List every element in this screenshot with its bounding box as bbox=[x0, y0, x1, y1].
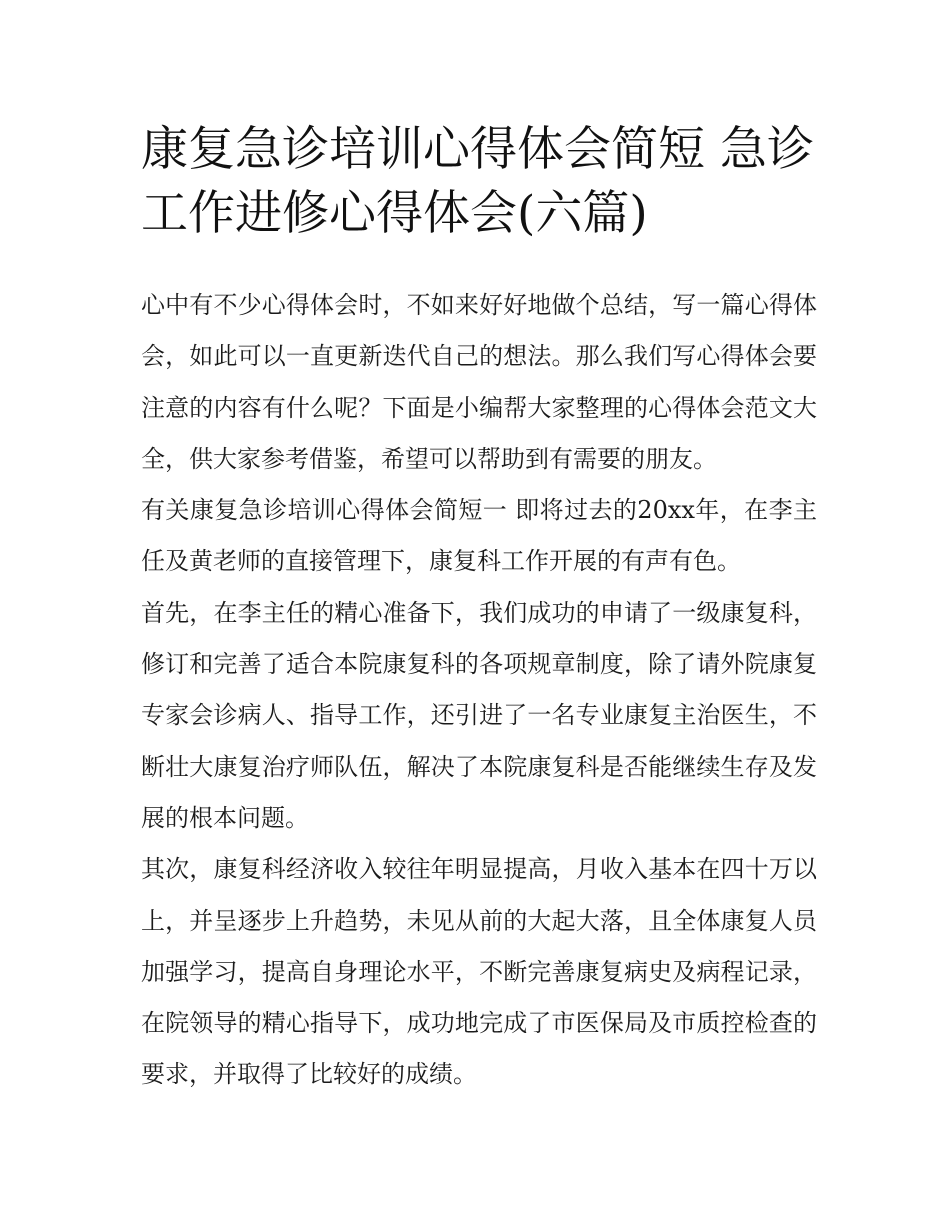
paragraph-second-point: 其次，康复科经济收入较往年明显提高，月收入基本在四十万以上，并呈逐步上升趋势，未见从前的大起大落，且全体康复人员加强学习，提高自身理论水平，不断完善康复病史及病程记录，在院领导的精心指导下，成功地完成了市医保局及市质控检查的要求，并取得了比较好的成绩。 bbox=[141, 855, 817, 1089]
paragraph-section-one: 有关康复急诊培训心得体会简短一 即将过去的20xx年，在李主任及黄老师的直接管理下，康复科工作开展的有声有色。 bbox=[141, 496, 817, 576]
document-body bbox=[141, 280, 817, 1101]
paragraph-intro: 心中有不少心得体会时，不如来好好地做个总结，写一篇心得体会，如此可以一直更新迭代自己的想法。那么我们写心得体会要注意的内容有什么呢？下面是小编帮大家整理的心得体会范文大全，供大家参考借鉴，希望可以帮助到有需要的朋友。 bbox=[141, 291, 817, 473]
document-title: 康复急诊培训心得体会简短 急诊工作进修心得体会(六篇) bbox=[141, 122, 814, 241]
paragraph-first-point: 首先，在李主任的精心准备下，我们成功的申请了一级康复科，修订和完善了适合本院康复科的各项规章制度，除了请外院康复专家会诊病人、指导工作，还引进了一名专业康复主治医生，不断壮大康复治疗师队伍，解决了本院康复科是否能继续生存及发展的根本问题。 bbox=[141, 598, 817, 832]
